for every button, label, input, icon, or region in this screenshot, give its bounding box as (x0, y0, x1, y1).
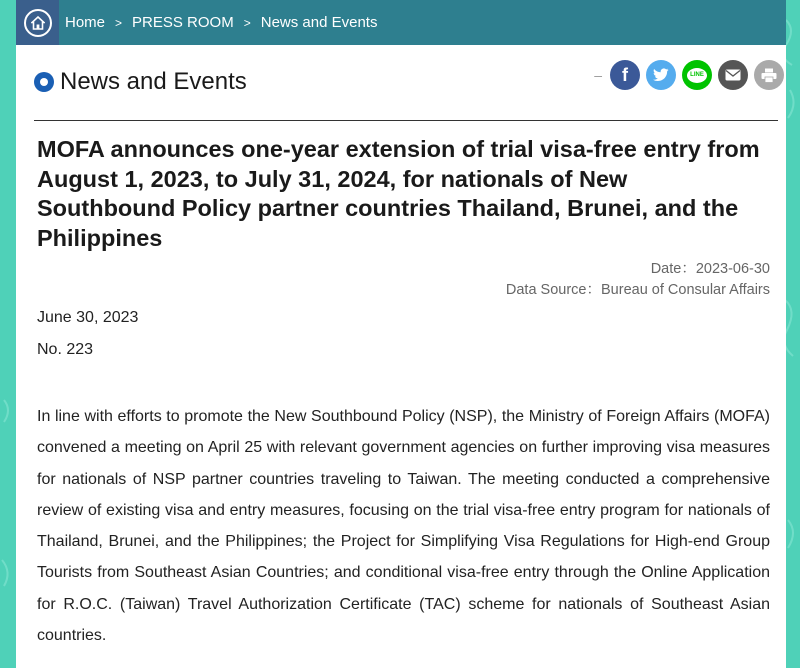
breadcrumb-home-link[interactable]: Home (65, 14, 106, 31)
date-row (506, 259, 770, 280)
article-dateline: June 30, 2023 (37, 309, 139, 326)
header-divider (34, 120, 778, 121)
article-meta (506, 259, 770, 301)
facebook-icon: f (622, 64, 628, 85)
line-icon: LINE (687, 68, 707, 83)
facebook-share-button[interactable] (610, 60, 640, 90)
breadcrumb (16, 0, 786, 45)
article-number: No. 223 (37, 341, 94, 358)
share-toolbar (594, 60, 784, 90)
article-title: MOFA announces one-year extension of trial visa-free entry from August 1, 2023, to July 31, 2024, for nationals of New Southbound Policy partner countries Thailand, Brunei, and the Philippines (37, 136, 760, 251)
home-icon (24, 9, 52, 37)
breadcrumb-news-link[interactable]: News and Events (260, 14, 378, 31)
email-share-button[interactable] (718, 60, 748, 90)
print-icon (761, 68, 777, 83)
print-button[interactable] (754, 60, 784, 90)
date-label: Date： (650, 261, 696, 277)
source-label: Data Source： (505, 282, 601, 298)
source-value: Bureau of Consular Affairs (601, 282, 770, 298)
twitter-share-button[interactable] (646, 60, 676, 90)
line-share-button[interactable] (682, 60, 712, 90)
email-icon (725, 69, 741, 81)
twitter-icon (653, 68, 669, 82)
breadcrumb-separator: > (243, 15, 251, 30)
home-button[interactable] (16, 0, 59, 45)
date-value: 2023-06-30 (695, 261, 770, 277)
section-title: News and Events (60, 68, 247, 95)
breadcrumb-separator: > (115, 15, 123, 30)
share-dash: – (594, 67, 602, 83)
bullet-icon (34, 72, 54, 92)
breadcrumb-press-room-link[interactable]: PRESS ROOM (132, 14, 234, 31)
article-body: In line with efforts to promote the New Southbound Policy (NSP), the Ministry of Foreign Affairs (MOFA) convened a meeting on April 25 with relevant government agencies on further improving visa measures for nationals of NSP partner countries traveling to Taiwan. The meeting conducted a comprehensive review of existing visa and entry measures, focusing on the trial visa-free entry program for nationals of Thailand, Brunei, and the Philippines; the Project for Simplifying Visa Regulations for High-end Group Tourists from Southeast Asian Countries; and conditional visa-free entry through the Online Application for R.O.C. (Taiwan) Travel Authorization Certificate (TAC) scheme for nationals of Southeast Asian countries. (37, 408, 770, 645)
source-row (506, 280, 770, 301)
